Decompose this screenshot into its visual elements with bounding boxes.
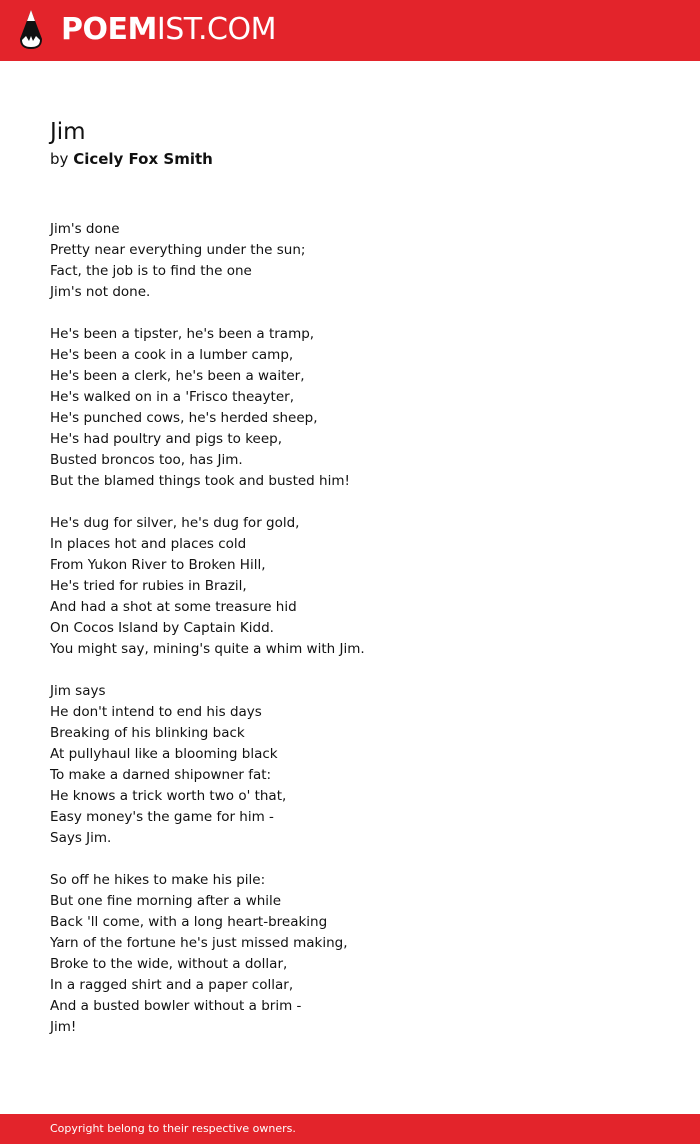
poem-line: Busted broncos too, has Jim. — [50, 452, 243, 468]
poem-line: Pretty near everything under the sun; — [50, 242, 306, 258]
poem-stanza — [50, 681, 670, 849]
poem-line: To make a darned shipowner fat: — [50, 767, 272, 783]
logo-light-text: IST.COM — [156, 12, 276, 47]
poem-line: Jim! — [50, 1019, 77, 1035]
by-label: by — [50, 150, 69, 168]
poem-line: Yarn of the fortune he's just missed making, — [50, 935, 348, 951]
poem-line: He's dug for silver, he's dug for gold, — [50, 515, 300, 531]
poem-line: And had a shot at some treasure hid — [50, 599, 297, 615]
poem-line: He's been a cook in a lumber camp, — [50, 347, 294, 363]
poem-line: Back 'll come, with a long heart-breaking — [50, 914, 328, 930]
poem-line: He's punched cows, he's herded sheep, — [50, 410, 318, 426]
poem-line: He's been a clerk, he's been a waiter, — [50, 368, 305, 384]
poem-line: He's tried for rubies in Brazil, — [50, 578, 247, 594]
poem-stanza — [50, 513, 670, 660]
site-header — [0, 0, 700, 61]
poem-line: He don't intend to end his days — [50, 704, 262, 720]
logo-bold-text: POEM — [61, 12, 157, 47]
poem-line: Easy money's the game for him - — [50, 809, 274, 825]
poem-body — [50, 219, 670, 1059]
poem-line: On Cocos Island by Captain Kidd. — [50, 620, 274, 636]
site-footer — [0, 1114, 700, 1144]
poem-line: Jim's done — [50, 221, 120, 237]
poem-line: He's been a tipster, he's been a tramp, — [50, 326, 315, 342]
poem-line: And a busted bowler without a brim - — [50, 998, 302, 1014]
poem-line: Fact, the job is to find the one — [50, 263, 252, 279]
author-name: Cicely Fox Smith — [73, 150, 213, 168]
poem-line: Jim's not done. — [50, 284, 151, 300]
poem-line: In places hot and places cold — [50, 536, 247, 552]
pencil-logo-icon[interactable] — [18, 9, 44, 51]
poem-title: Jim — [50, 119, 86, 145]
poem-stanza — [50, 219, 670, 303]
poem-line: But one fine morning after a while — [50, 893, 282, 909]
poem-line: In a ragged shirt and a paper collar, — [50, 977, 294, 993]
poem-line: He knows a trick worth two o' that, — [50, 788, 287, 804]
poem-line: Breaking of his blinking back — [50, 725, 245, 741]
poem-line: You might say, mining's quite a whim with Jim. — [50, 641, 365, 657]
poem-line: He's had poultry and pigs to keep, — [50, 431, 282, 447]
poem-line: So off he hikes to make his pile: — [50, 872, 266, 888]
byline — [50, 149, 213, 169]
poem-stanza — [50, 870, 670, 1038]
poem-line: Broke to the wide, without a dollar, — [50, 956, 288, 972]
site-logo[interactable] — [61, 12, 276, 48]
poem-line: Says Jim. — [50, 830, 112, 846]
poem-line: But the blamed things took and busted him! — [50, 473, 350, 489]
copyright-text: Copyright belong to their respective owners. — [50, 1122, 296, 1135]
poem-stanza — [50, 324, 670, 492]
poem-line: Jim says — [50, 683, 106, 699]
poem-line: At pullyhaul like a blooming black — [50, 746, 278, 762]
poem-line: From Yukon River to Broken Hill, — [50, 557, 266, 573]
poem-line: He's walked on in a 'Frisco theayter, — [50, 389, 294, 405]
